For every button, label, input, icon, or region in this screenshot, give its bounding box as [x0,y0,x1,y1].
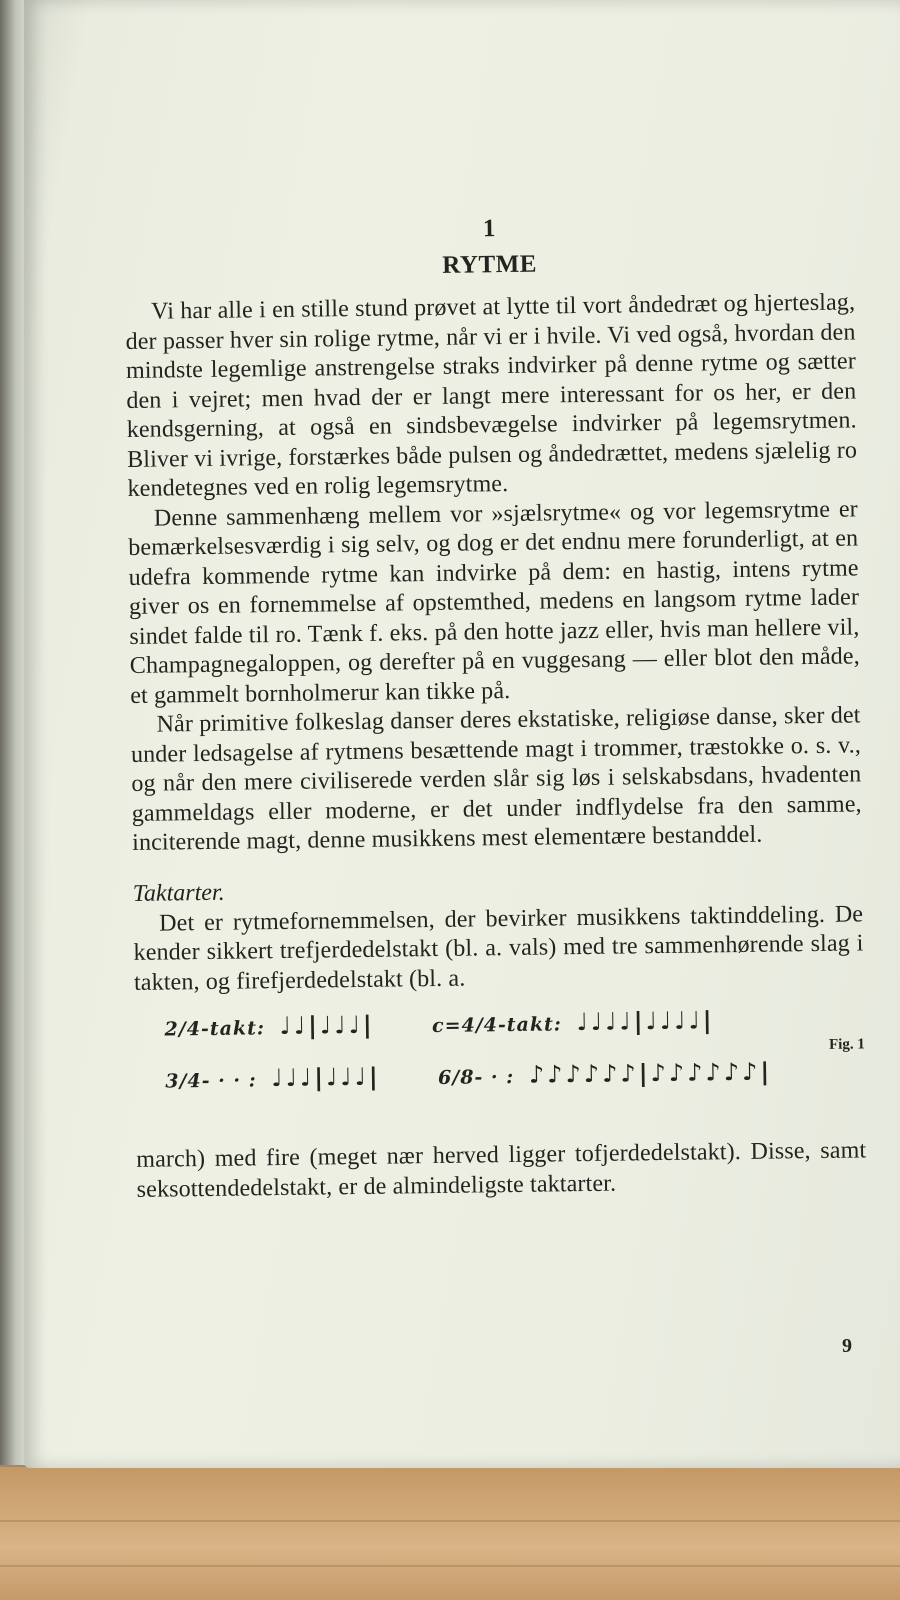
rhythm-figure [134,996,866,1136]
book-page [24,0,900,1468]
note-pattern: ♩♩♩|♩♩♩| [271,1062,381,1093]
section-heading: Taktarter. [132,879,225,907]
figure-label: Fig. 1 [828,1036,865,1053]
note-pattern: ♪♪♪♪♪♪|♪♪♪♪♪♪| [528,1057,773,1089]
figure-row-2 [165,1058,772,1094]
wood-grain [0,1565,900,1567]
time-signature-4-4: c=4/4-takt: [431,1013,562,1038]
paragraph-2: Denne sammenhæng mellem vor »sjælsrytme« og vor legemsrytme er bemærkelsesværdig i sig selv, og dog er det endnu mere forunderligt, at en udefra kommende rytme kan indvirke på dem: en hastig, intens rytme giver os en fornemmelse af opstemthed, medens en langsom rytme lader sindet falde til ro. Tænk f. eks. på den hotte jazz eller, hvis man hellere vil, Champagnegaloppen, og derefter på en vuggesang — eller blot den måde, et gammelt bornholmerur kan tikke på. [128,495,860,709]
paragraph-3: Når primitive folkeslag danser deres ekstatiske, religiøse danse, sker det under ledsagelse af rytmens besættende magt i trommer, træstokke o. s. v., og når den mere civiliserede verden slår sig løs i selskabsdans, hvadenten gammeldags eller moderne, er det under indflydelse fra den samme, inciterende magt, denne musikkens mest elementære bestanddel. [130,702,862,856]
wood-grain [0,1520,900,1522]
paragraph-1: Vi har alle i en stille stund prøvet at lytte til vort åndedræt og hjerteslag, der passer hver sin rolige rytme, når vi er i hvile. Vi ved også, hvordan den mindste legemlige anstrengelse straks indvirker på denne rytme og sætter den i vejret; men hvad der er langt mere interessant for os her, er den kendsgerning, at også en sindsbevægelse indvirker på legemsrytmen. Bliver vi ivrige, forstærkes både pulsen og åndedrættet, medens sjælelig ro kendetegnes ved en rolig legemsrytme. [125,289,858,502]
note-pattern: ♩♩|♩♩♩| [279,1010,375,1041]
page-text-block [124,210,867,1204]
note-pattern: ♩♩♩♩|♩♩♩♩| [576,1006,715,1037]
time-signature-3-4: 3/4- · · : [165,1069,257,1093]
time-signature-2-4: 2/4-takt: [164,1017,266,1041]
chapter-number: 1 [482,215,496,243]
paragraph-after-figure: march) med fire (meget nær herved ligger tofjerdedelstakt). Disse, samt seksottendedelstakt, er de almindeligste taktarter. [136,1137,867,1203]
chapter-title: RYTME [442,250,538,279]
paragraph-taktarter: Det er rytmefornemmelsen, der bevirker musikkens taktinddeling. De kender sikkert trefjerdedelstakt (bl. a. vals) med tre sammenhørende slag i takten, og firefjerdedelstakt (bl. a. [133,900,864,996]
page-number: 9 [842,1335,852,1357]
figure-row-1 [164,1006,714,1041]
time-signature-6-8: 6/8- · : [437,1065,515,1089]
